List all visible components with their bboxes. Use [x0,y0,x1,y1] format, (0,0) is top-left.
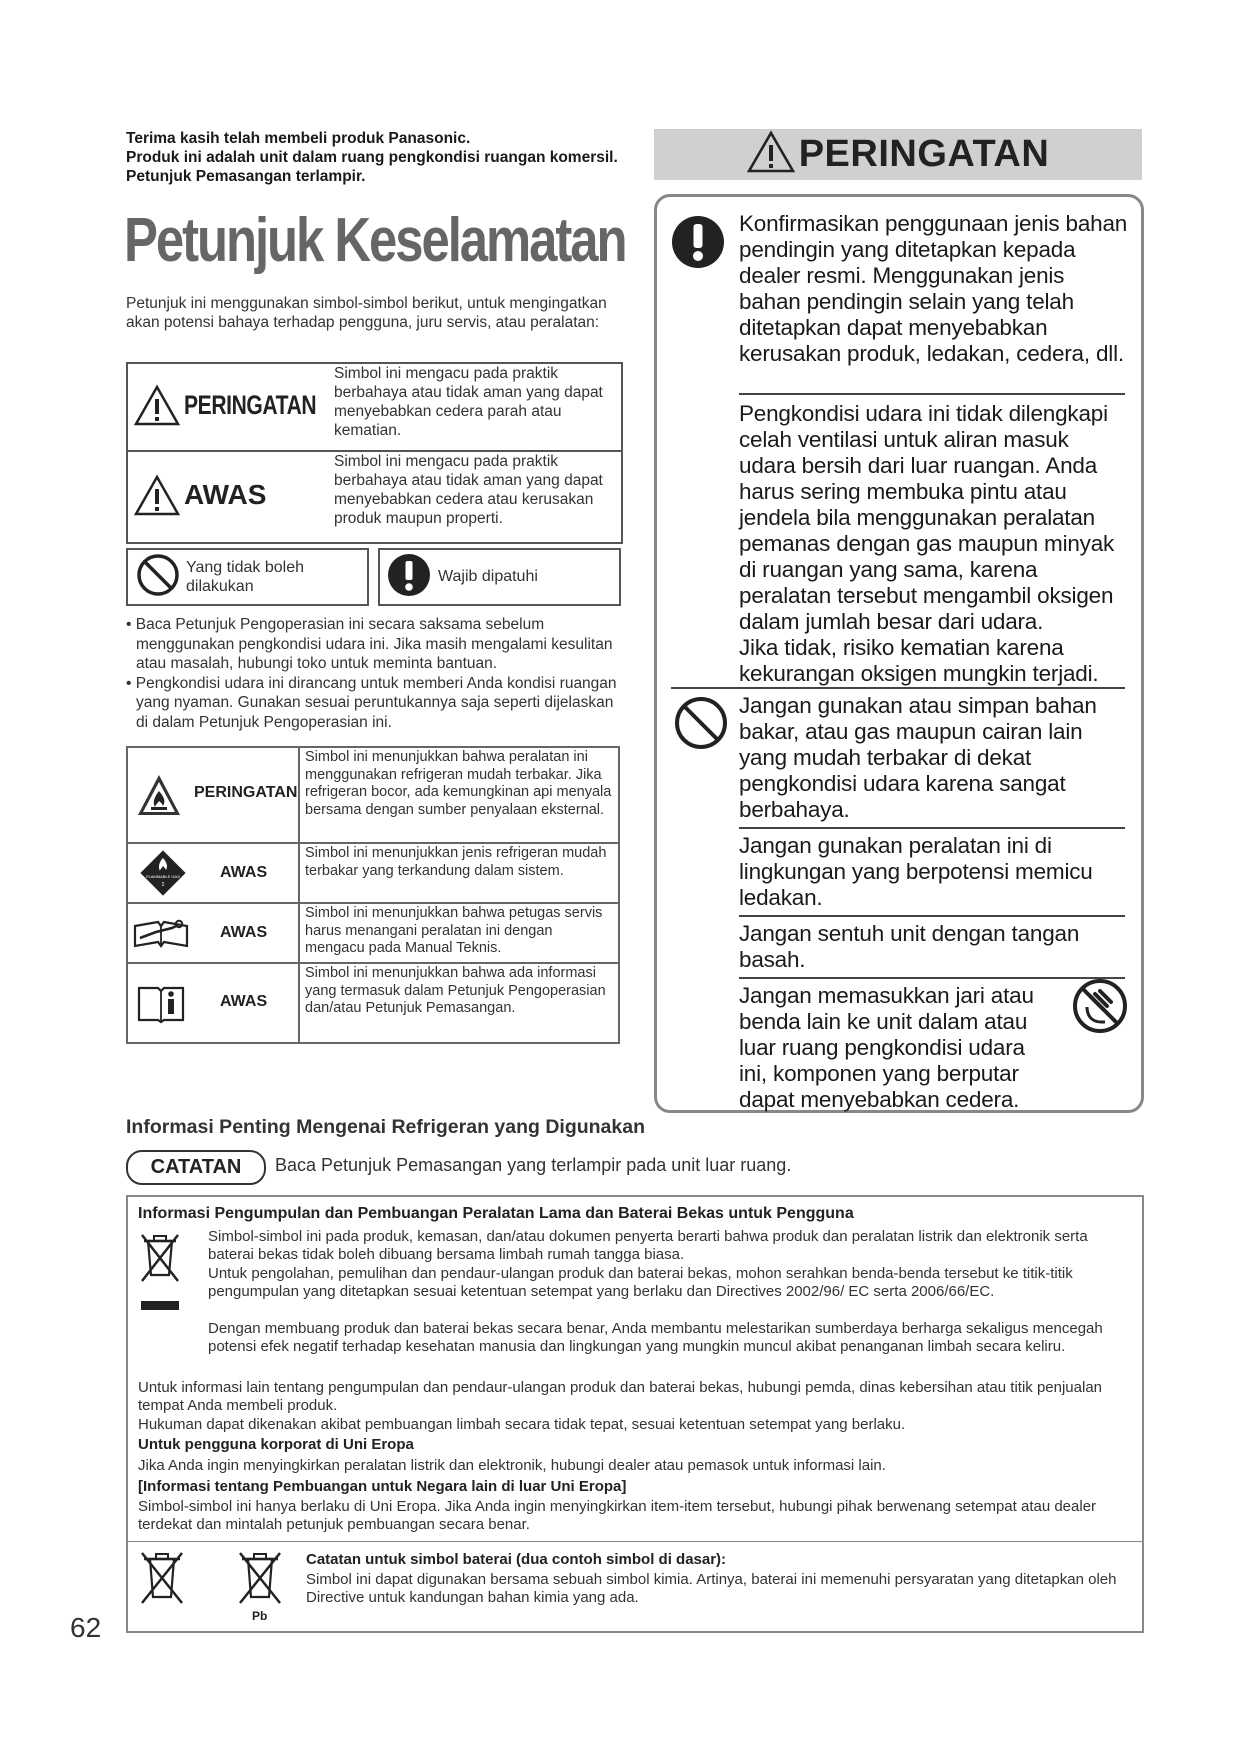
disposal-heading: Informasi Pengumpulan dan Pembuangan Peralatan Lama dan Baterai Bekas untuk Pengguna [138,1205,854,1222]
caution-triangle-icon [134,474,180,516]
divider [671,687,1125,689]
battery-text: Simbol ini dapat digunakan bersama sebuah simbol kimia. Artinya, baterai ini memenuhi persyaratan yang ditetapkan oleh Directive untuk kandungan bahan kimia yang ada. [306,1571,1117,1606]
note-text: Baca Petunjuk Pemasangan yang terlampir pada unit luar ruang. [275,1155,792,1175]
warning-item: Jangan gunakan peralatan ini di lingkungan yang berpotensi memicu ledakan. [739,833,1093,910]
symbol-legend-table [126,362,623,544]
prohibited-label: Yang tidak boleh dilakukan [186,559,305,595]
eu-heading: Untuk pengguna korporat di Uni Eropa [138,1436,414,1453]
intro-line-1: Terima kasih telah membeli produk Panasonic. [126,130,471,147]
prohibited-symbol-box [126,548,369,606]
divider [739,827,1125,829]
legend-row-caution [128,452,621,540]
mandatory-icon [386,552,432,603]
intro-line-3: Petunjuk Pemasangan terlampir. [126,168,366,185]
refrigerant-row-desc: Simbol ini menunjukkan bahwa ada informasi yang termasuk dalam Petunjuk Pengoperasian dan/atau Petunjuk Pemasangan. [305,965,606,1016]
warning-item: Jangan gunakan atau simpan bahan bakar, atau gas maupun cairan lain yang mudah terbakar di dekat pengkondisi udara karena sangat berbahaya. [739,693,1097,822]
legend-row-warning [128,364,621,452]
non-eu-text: Simbol-simbol ini hanya berlaku di Uni Eropa. Jika Anda ingin menyingkirkan item-item tersebut, hubungi pihak berwenang setempat atau dealer terdekat dan mintalah petunjuk pembuangan secara benar. [138,1498,1097,1533]
disposal-paragraph: Untuk informasi lain tentang pengumpulan dan pendaur-ulangan produk dan baterai bekas, hubungi pemda, dinas kebersihan atau titik penjualan tempat Anda membeli produk. [138,1379,1103,1414]
refrigerant-row [128,904,618,964]
warning-header-triangle-icon [747,130,795,179]
warning-header [654,129,1142,180]
refrigerant-symbol-table [126,746,620,1044]
refrigerant-row [128,844,618,904]
refrigerant-row [128,964,618,1042]
battery-bin-pb-icon [236,1549,284,1610]
warning-item: Konfirmasikan penggunaan jenis bahan pendingin yang ditetapkan kepada dealer resmi. Menggunakan jenis bahan pendingin selain yang telah ditetapkan dapat menyebabkan kerusakan produk, ledakan, cedera, dll. [739,211,1128,366]
warning-panel [654,194,1144,1113]
flame-warning-icon [136,773,182,822]
non-eu-heading: [Informasi tentang Pembuangan untuk Negara lain di luar Uni Eropa] [138,1478,627,1495]
refrigerant-row-desc: Simbol ini menunjukkan bahwa petugas servis harus menangani peralatan ini dengan mengacu pada Manual Teknis. [305,905,603,956]
legend-caution-label: AWAS [184,479,267,510]
flammable-gas-icon-text: FLAMMABLE GAS [146,874,180,879]
warning-header-title: PERINGATAN [798,133,1050,175]
refrigerant-info-heading: Informasi Penting Mengenai Refrigeran yang Digunakan [126,1116,646,1138]
bullet-list [126,615,626,732]
warning-item: Jika tidak, risiko kematian karena kekurangan oksigen mungkin terjadi. [739,635,1099,686]
battery-heading: Catatan untuk simbol baterai (dua contoh simbol di dasar): [306,1551,727,1568]
bullet-item: • Pengkondisi udara ini dirancang untuk memberi Anda kondisi ruangan yang nyaman. Gunakan sesuai peruntukannya saja seperti dijelaskan di dalam Petunjuk Pengoperasian ini. [126,674,617,731]
info-book-icon [136,984,186,1029]
prohibited-icon [136,553,180,602]
page-number: 62 [70,1612,102,1643]
svg-text:2: 2 [161,882,165,888]
mandatory-icon [671,215,725,274]
battery-bin-icon [138,1549,186,1610]
warning-item: Pengkondisi udara ini tidak dilengkapi celah ventilasi untuk aliran masuk udara bersih dari luar ruangan. Anda harus sering membuka pintu atau jendela bila menggunakan peralatan pemanas dengan gas maupun minyak di ruangan yang sama, karena peralatan tersebut mengambil oksigen dalam jumlah besar dari udara. [739,401,1115,634]
divider [128,1541,1142,1542]
disposal-paragraph: Hukuman dapat dikenakan akibat pembuangan limbah secara tidak tepat, sesuai ketentuan setempat yang berlaku. [138,1416,906,1433]
crossed-bin-icon [138,1231,182,1322]
intro-line-2: Produk ini adalah unit dalam ruang pengkondisi ruangan komersil. [126,149,618,166]
intro-text [126,129,646,186]
flammable-gas-icon [138,848,188,903]
eu-text: Jika Anda ingin menyingkirkan peralatan listrik dan elektronik, hubungi dealer atau pemasok untuk informasi lain. [138,1457,886,1474]
warning-item: Jangan sentuh unit dengan tangan basah. [739,921,1080,972]
warning-triangle-icon [134,384,180,426]
legend-warning-label: PERINGATAN [184,389,317,420]
legend-warning-desc: Simbol ini mengacu pada praktik berbahaya atau tidak aman yang dapat menyebabkan cedera parah atau kematian. [334,365,603,439]
divider [739,977,1125,979]
refrigerant-row-label: AWAS [220,924,268,941]
disposal-info-box [126,1195,1144,1633]
warning-item: Jangan memasukkan jari atau benda lain ke unit dalam atau luar ruang pengkondisi udara ini, komponen yang berputar dapat menyebabkan cedera. [739,983,1034,1112]
refrigerant-row [128,748,618,844]
lead-paragraph: Petunjuk ini menggunakan simbol-simbol berikut, untuk mengingatkan akan potensi bahaya terhadap pengguna, juru servis, atau peralatan: [126,295,607,331]
service-manual-icon [132,916,190,955]
bullet-item: • Baca Petunjuk Pengoperasian ini secara saksama sebelum menggunakan pengkondisi udara ini. Jika masih mengalami kesulitan atau masalah, hubungi toko untuk meminta bantuan. [126,616,613,672]
note-badge: CATATAN [126,1150,266,1185]
divider [739,393,1125,395]
mandatory-label: Wajib dipatuhi [438,568,538,585]
page-title: Petunjuk Keselamatan [124,206,626,275]
prohibited-icon [673,695,729,756]
disposal-paragraph: Simbol-simbol ini pada produk, kemasan, dan/atau dokumen penyerta berarti bahwa produk dan peralatan listrik dan elektronik serta baterai bekas tidak boleh dibuang bersama limbah rumah tangga biasa. [208,1228,1088,1263]
pb-label: Pb [252,1609,268,1623]
refrigerant-row-label: AWAS [220,993,268,1010]
disposal-paragraph: Untuk pengolahan, pemulihan dan pendaur-ulangan produk dan baterai bekas, mohon serahkan benda-benda tersebut ke titik-titik pengumpulan yang ditetapkan sesuai ketentuan setempat yang berlaku dan Directives 2002/96/ EC serta 2006/66/EC. [208,1265,1073,1300]
mandatory-symbol-box [378,548,621,606]
disposal-paragraph: Dengan membuang produk dan baterai bekas secara benar, Anda membantu melestarikan sumberdaya berharga sekaligus mencegah potensi efek negatif terhadap kesehatan manusia dan lingkungan yang mungkin muncul akibat penanganan limbah secara keliru. [208,1320,1103,1355]
refrigerant-row-label: PERINGATAN [194,784,298,801]
legend-caution-desc: Simbol ini mengacu pada praktik berbahaya atau tidak aman yang dapat menyebabkan cedera atau kerusakan produk maupun properti. [334,453,603,527]
refrigerant-row-desc: Simbol ini menunjukkan bahwa peralatan ini menggunakan refrigeran mudah terbakar. Jika refrigeran bocor, ada kemungkinan api menyala bersama dengan sumber penyalaan eksternal. [305,749,612,818]
no-fingers-icon [1071,977,1129,1040]
refrigerant-row-label: AWAS [220,864,268,881]
divider [739,915,1125,917]
refrigerant-row-desc: Simbol ini menunjukkan jenis refrigeran mudah terbakar yang terkandung dalam sistem. [305,845,607,879]
